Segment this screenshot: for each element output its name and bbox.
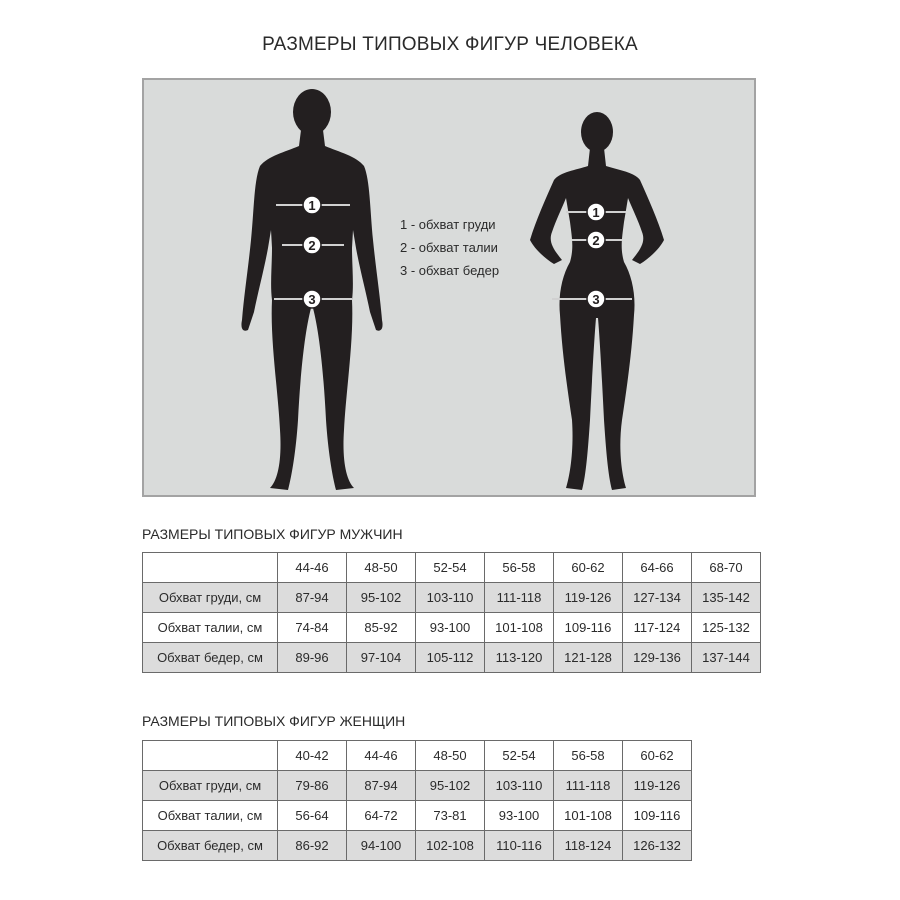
table-cell: 109-116 [554,613,623,643]
table-cell: 93-100 [416,613,485,643]
measurement-legend [400,213,499,282]
table-header-row [143,741,692,771]
table-cell: 86-92 [278,831,347,861]
table-row [143,771,692,801]
header-cell: 60-62 [554,553,623,583]
table-cell: 89-96 [278,643,347,673]
row-label: Обхват талии, см [143,801,278,831]
row-label: Обхват бедер, см [143,831,278,861]
table-cell: 85-92 [347,613,416,643]
table-cell: 117-124 [623,613,692,643]
table-cell: 111-118 [554,771,623,801]
table-cell: 87-94 [347,771,416,801]
header-cell [143,553,278,583]
table-row [143,801,692,831]
table-cell: 119-126 [554,583,623,613]
table-cell: 87-94 [278,583,347,613]
table-cell: 119-126 [623,771,692,801]
men-table-title: РАЗМЕРЫ ТИПОВЫХ ФИГУР МУЖЧИН [142,526,403,542]
header-cell: 68-70 [692,553,761,583]
table-cell: 135-142 [692,583,761,613]
marker-number: 3 [592,292,600,307]
table-row [143,613,761,643]
legend-item-waist: 2 - обхват талии [400,240,498,255]
row-label: Обхват бедер, см [143,643,278,673]
row-label: Обхват груди, см [143,583,278,613]
table-cell: 95-102 [347,583,416,613]
table-cell: 64-72 [347,801,416,831]
table-header-row [143,553,761,583]
marker-number: 2 [592,233,600,248]
table-cell: 126-132 [623,831,692,861]
table-cell: 95-102 [416,771,485,801]
body-silhouettes [144,80,758,499]
header-cell: 48-50 [416,741,485,771]
table-cell: 121-128 [554,643,623,673]
table-cell: 74-84 [278,613,347,643]
header-cell: 52-54 [485,741,554,771]
table-row [143,831,692,861]
row-label: Обхват груди, см [143,771,278,801]
marker-number: 2 [308,238,316,253]
table-cell: 105-112 [416,643,485,673]
header-cell: 64-66 [623,553,692,583]
table-cell: 93-100 [485,801,554,831]
women-size-table [142,740,692,861]
table-cell: 103-110 [416,583,485,613]
table-cell: 103-110 [485,771,554,801]
row-label: Обхват талии, см [143,613,278,643]
table-cell: 111-118 [485,583,554,613]
men-size-table [142,552,761,673]
legend-item-chest: 1 - обхват груди [400,217,496,232]
header-cell: 44-46 [347,741,416,771]
table-cell: 94-100 [347,831,416,861]
header-cell: 56-58 [554,741,623,771]
page-title: РАЗМЕРЫ ТИПОВЫХ ФИГУР ЧЕЛОВЕКА [262,34,638,55]
marker-number: 1 [592,205,600,220]
table-row [143,643,761,673]
header-cell: 60-62 [623,741,692,771]
table-cell: 110-116 [485,831,554,861]
table-cell: 113-120 [485,643,554,673]
header-cell: 52-54 [416,553,485,583]
figure-illustration-panel [142,78,756,497]
table-cell: 129-136 [623,643,692,673]
table-cell: 118-124 [554,831,623,861]
legend-item-hips: 3 - обхват бедер [400,263,500,278]
table-cell: 109-116 [623,801,692,831]
table-cell: 125-132 [692,613,761,643]
marker-number: 3 [308,292,316,307]
table-cell: 73-81 [416,801,485,831]
table-cell: 56-64 [278,801,347,831]
table-cell: 101-108 [485,613,554,643]
header-cell: 44-46 [278,553,347,583]
table-cell: 137-144 [692,643,761,673]
table-cell: 102-108 [416,831,485,861]
table-cell: 101-108 [554,801,623,831]
marker-number: 1 [308,198,316,213]
header-cell: 40-42 [278,741,347,771]
table-cell: 97-104 [347,643,416,673]
table-cell: 127-134 [623,583,692,613]
header-cell [143,741,278,771]
header-cell: 56-58 [485,553,554,583]
table-row [143,583,761,613]
table-cell: 79-86 [278,771,347,801]
women-table-title: РАЗМЕРЫ ТИПОВЫХ ФИГУР ЖЕНЩИН [142,713,406,729]
header-cell: 48-50 [347,553,416,583]
